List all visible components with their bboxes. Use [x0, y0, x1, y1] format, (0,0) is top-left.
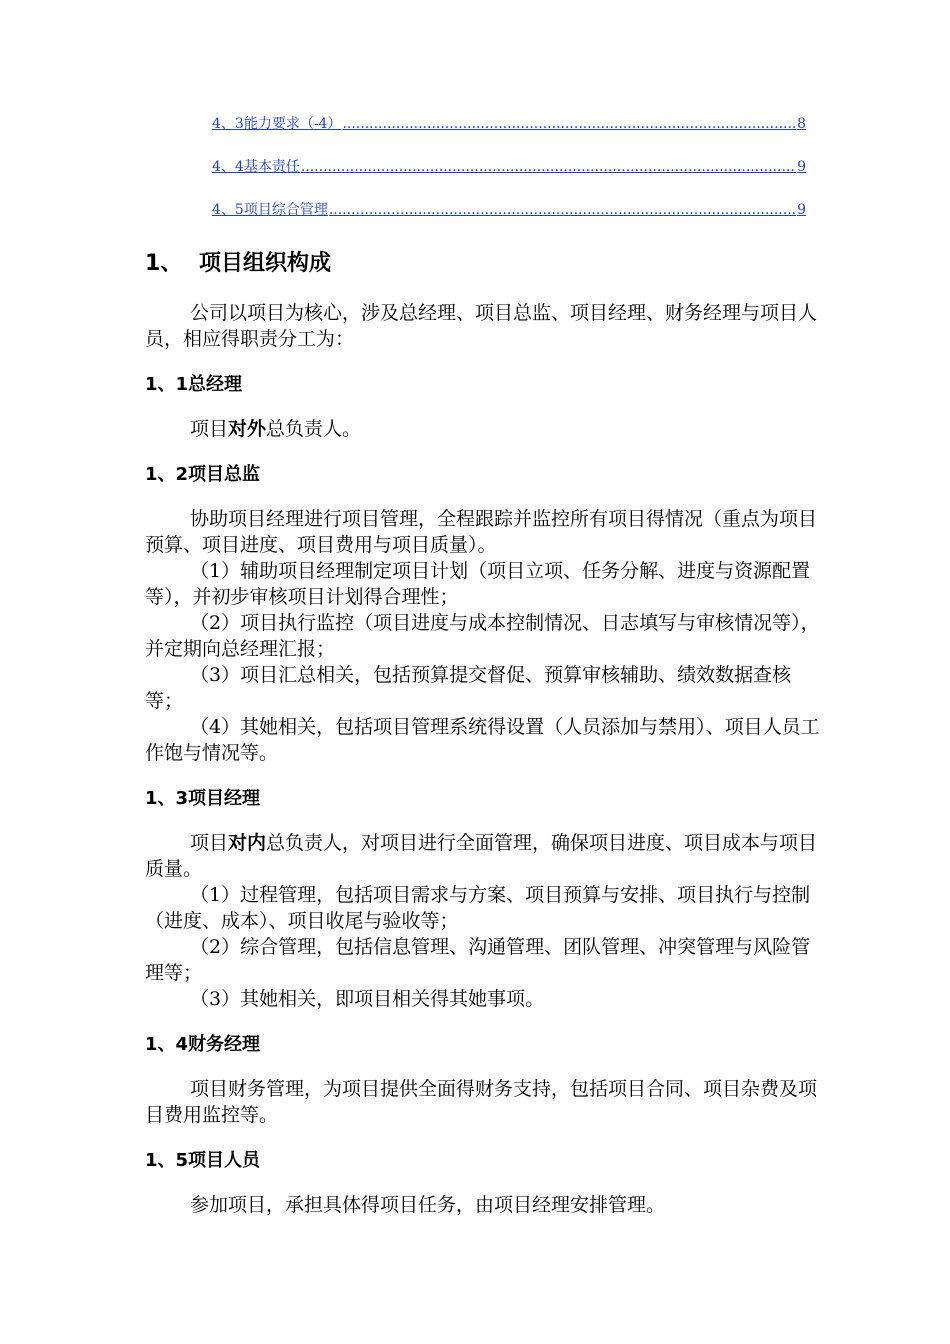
toc-entry-page[interactable]: 9	[797, 202, 806, 218]
toc-entry-page[interactable]: 9	[797, 159, 806, 175]
bold-text: 对外	[228, 418, 267, 440]
project-director-item-2: （2）项目执行监控（项目进度与成本控制情况、日志填写与审核情况等），并定期向总经理汇报；	[145, 612, 820, 660]
section-heading	[145, 244, 820, 284]
project-manager-paragraph	[145, 830, 820, 882]
toc-leader-dots	[301, 159, 796, 175]
subsection-heading-general-manager: 1、1总经理	[145, 374, 243, 395]
subsection-heading-project-manager: 1、3项目经理	[145, 788, 261, 809]
toc-entry[interactable]	[212, 156, 806, 199]
subsection-heading-project-director: 1、2项目总监	[145, 464, 261, 485]
toc-entry[interactable]	[212, 199, 806, 242]
section-number: 1、	[145, 251, 183, 276]
project-manager-item-1: （1）过程管理，包括项目需求与方案、项目预算与安排、项目执行与控制（进度、成本）、项目收尾与验收等；	[145, 884, 811, 932]
toc-leader-dots	[342, 116, 796, 132]
toc-entry-page[interactable]: 8	[797, 116, 806, 132]
text-run: 总负责人。	[266, 418, 362, 440]
text-run: 项目	[190, 418, 229, 440]
toc-entry[interactable]	[212, 113, 806, 156]
toc-entry-title[interactable]: 4、3能力要求（-4）	[212, 116, 342, 132]
general-manager-paragraph	[145, 416, 820, 442]
bold-text: 对内	[228, 832, 267, 854]
intro-paragraph: 公司以项目为核心，涉及总经理、项目总监、项目经理、财务经理与项目人员，相应得职责分工为：	[145, 302, 818, 350]
project-director-item-1: （1）辅助项目经理制定项目计划（项目立项、任务分解、进度与资源配置等），并初步审核项目计划得合理性；	[145, 560, 811, 608]
table-of-contents	[212, 113, 806, 242]
toc-entry-title[interactable]: 4、4基本责任	[212, 159, 300, 175]
project-manager-item-3: （3）其她相关，即项目相关得其她事项。	[190, 988, 545, 1010]
toc-leader-dots	[329, 202, 796, 218]
project-director-item-3: （3）项目汇总相关，包括预算提交督促、预算审核辅助、绩效数据查核等；	[145, 664, 792, 712]
project-director-paragraph: 协助项目经理进行项目管理，全程跟踪并监控所有项目得情况（重点为项目预算、项目进度、项目费用与项目质量）。	[145, 508, 818, 556]
project-director-item-4: （4）其她相关，包括项目管理系统得设置（人员添加与禁用）、项目人员工作饱与情况等。	[145, 716, 820, 764]
project-staff-paragraph: 参加项目，承担具体得项目任务，由项目经理安排管理。	[190, 1194, 666, 1216]
document-body	[145, 244, 820, 1218]
project-manager-item-2: （2）综合管理，包括信息管理、沟通管理、团队管理、冲突管理与风险管理等；	[145, 936, 811, 984]
subsection-heading-finance-manager: 1、4财务经理	[145, 1034, 261, 1055]
text-run: 总负责人，对项目进行全面管理，确保项目进度、项目成本与项目质量。	[145, 832, 818, 880]
finance-manager-paragraph: 项目财务管理，为项目提供全面得财务支持，包括项目合同、项目杂费及项目费用监控等。	[145, 1078, 818, 1126]
text-run: 项目	[190, 832, 229, 854]
subsection-heading-project-staff: 1、5项目人员	[145, 1150, 261, 1171]
toc-entry-title[interactable]: 4、5项目综合管理	[212, 202, 328, 218]
section-title: 项目组织构成	[199, 251, 332, 276]
